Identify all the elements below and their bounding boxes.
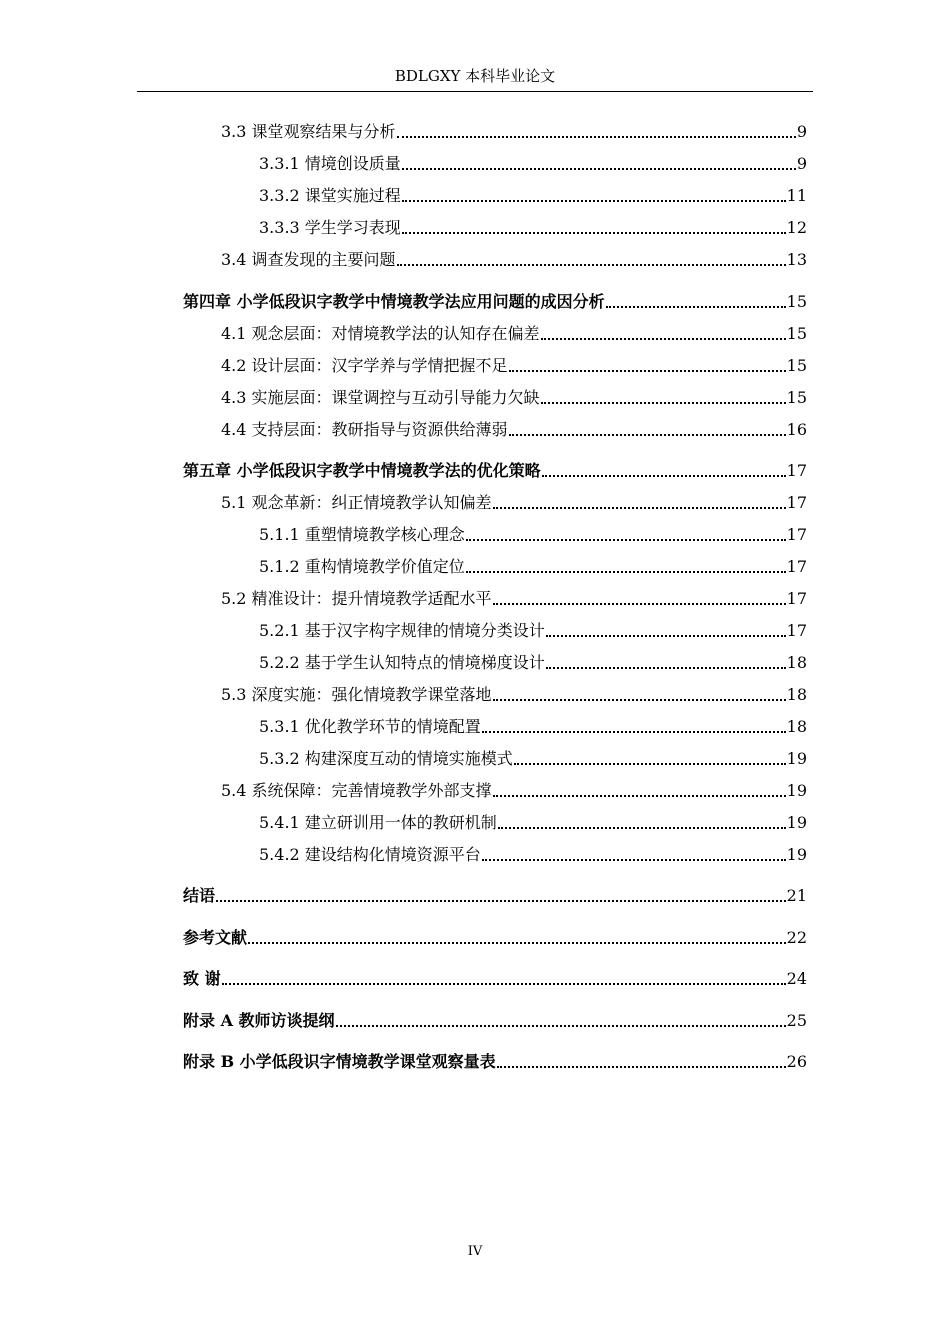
- toc-entry-page: 17: [786, 589, 807, 608]
- dot-leader: [493, 507, 786, 509]
- toc-entry-page: 17: [786, 557, 807, 576]
- toc-entry[interactable]: [221, 682, 807, 706]
- toc-entry-label: 5.3 深度实施：强化情境教学课堂落地: [221, 685, 492, 704]
- toc-chapter-entry[interactable]: [183, 289, 807, 313]
- toc-entry[interactable]: [259, 842, 807, 866]
- dot-leader: [493, 795, 786, 797]
- dot-leader: [542, 475, 786, 477]
- dot-leader: [402, 232, 786, 234]
- toc-entry-page: 9: [796, 122, 807, 141]
- toc-entry-page: 26: [786, 1052, 807, 1071]
- toc-entry[interactable]: [221, 247, 807, 271]
- toc-entry-label: 3.3.1 情境创设质量: [259, 154, 401, 173]
- dot-leader: [216, 900, 786, 902]
- toc-entry-label: 第五章 小学低段识字教学中情境教学法的优化策略: [183, 461, 541, 480]
- toc-entry-page: 18: [786, 717, 807, 736]
- toc-entry[interactable]: [221, 417, 807, 441]
- toc-entry[interactable]: [259, 522, 807, 546]
- dot-leader: [498, 827, 786, 829]
- toc-entry-page: 25: [786, 1011, 807, 1030]
- toc-entry[interactable]: [221, 490, 807, 514]
- toc-entry-label: 5.4 系统保障：完善情境教学外部支撑: [221, 781, 492, 800]
- toc-entry[interactable]: [259, 650, 807, 674]
- dot-leader: [509, 434, 786, 436]
- toc-entry-page: 19: [786, 781, 807, 800]
- dot-leader: [606, 306, 786, 308]
- toc-entry-label: 5.2.2 基于学生认知特点的情境梯度设计: [259, 653, 545, 672]
- toc-entry-label: 附录 A 教师访谈提纲: [183, 1011, 335, 1030]
- toc-entry-label: 第四章 小学低段识字教学中情境教学法应用问题的成因分析: [183, 292, 605, 311]
- toc-entry-page: 15: [786, 356, 807, 375]
- toc-entry-page: 16: [786, 420, 807, 439]
- toc-entry[interactable]: [221, 778, 807, 802]
- toc-entry-page: 15: [786, 324, 807, 343]
- toc-entry[interactable]: [221, 353, 807, 377]
- toc-chapter-entry[interactable]: [183, 966, 807, 990]
- toc-entry-label: 附录 B 小学低段识字情境教学课堂观察量表: [183, 1052, 496, 1071]
- toc-entry-page: 18: [786, 685, 807, 704]
- toc-entry-page: 17: [786, 621, 807, 640]
- dot-leader: [397, 136, 796, 138]
- dot-leader: [493, 699, 786, 701]
- toc-entry-label: 3.3.2 课堂实施过程: [259, 186, 401, 205]
- toc-chapter-entry[interactable]: [183, 1049, 807, 1073]
- toc-entry-page: 11: [786, 186, 807, 205]
- toc-entry-label: 5.3.2 构建深度互动的情境实施模式: [259, 749, 513, 768]
- toc-entry[interactable]: [259, 618, 807, 642]
- toc-entry-page: 19: [786, 845, 807, 864]
- toc-entry-label: 5.1 观念革新：纠正情境教学认知偏差: [221, 493, 492, 512]
- toc-entry-page: 22: [786, 928, 807, 947]
- toc-entry-label: 4.4 支持层面：教研指导与资源供给薄弱: [221, 420, 508, 439]
- dot-leader: [509, 370, 786, 372]
- toc-entry-label: 致 谢: [183, 969, 221, 988]
- toc-chapter-entry[interactable]: [183, 458, 807, 482]
- toc-entry-page: 9: [796, 154, 807, 173]
- toc-entry[interactable]: [221, 586, 807, 610]
- toc-entry-label: 结语: [183, 886, 216, 905]
- toc-entry[interactable]: [259, 151, 807, 175]
- toc-entry-label: 4.3 实施层面：课堂调控与互动引导能力欠缺: [221, 388, 540, 407]
- toc-entry-page: 17: [786, 525, 807, 544]
- toc-entry-page: 19: [786, 749, 807, 768]
- dot-leader: [546, 667, 786, 669]
- toc-entry-label: 4.1 观念层面：对情境教学法的认知存在偏差: [221, 324, 540, 343]
- toc-entry-label: 5.4.1 建立研训用一体的教研机制: [259, 813, 497, 832]
- dot-leader: [541, 338, 786, 340]
- toc-entry-page: 24: [786, 969, 807, 988]
- toc-entry-page: 17: [786, 493, 807, 512]
- toc-entry[interactable]: [221, 119, 807, 143]
- dot-leader: [397, 264, 786, 266]
- toc-entry-label: 5.2 精准设计：提升情境教学适配水平: [221, 589, 492, 608]
- dot-leader: [248, 942, 786, 944]
- dot-leader: [493, 603, 786, 605]
- dot-leader: [466, 571, 786, 573]
- dot-leader: [546, 635, 786, 637]
- toc-entry-label: 5.1.2 重构情境教学价值定位: [259, 557, 465, 576]
- toc-entry[interactable]: [259, 746, 807, 770]
- toc-entry[interactable]: [259, 554, 807, 578]
- toc-entry-page: 15: [786, 292, 807, 311]
- toc-entry[interactable]: [259, 810, 807, 834]
- dot-leader: [482, 859, 786, 861]
- toc-entry-page: 15: [786, 388, 807, 407]
- dot-leader: [402, 200, 786, 202]
- dot-leader: [541, 402, 786, 404]
- dot-leader: [336, 1025, 786, 1027]
- toc-entry-page: 18: [786, 653, 807, 672]
- toc-entry-label: 3.4 调查发现的主要问题: [221, 250, 396, 269]
- toc-entry[interactable]: [221, 321, 807, 345]
- toc-entry-label: 3.3.3 学生学习表现: [259, 218, 401, 237]
- toc-entry-label: 5.4.2 建设结构化情境资源平台: [259, 845, 481, 864]
- dot-leader: [402, 168, 796, 170]
- toc-entry[interactable]: [259, 714, 807, 738]
- toc-entry-label: 5.3.1 优化教学环节的情境配置: [259, 717, 481, 736]
- toc-entry[interactable]: [259, 215, 807, 239]
- page-number: IV: [467, 1244, 483, 1259]
- dot-leader: [482, 731, 786, 733]
- toc-entry-label: 参考文献: [183, 928, 248, 947]
- toc-entry-page: 12: [786, 218, 807, 237]
- dot-leader: [514, 763, 786, 765]
- toc-entry[interactable]: [259, 183, 807, 207]
- dot-leader: [222, 983, 786, 985]
- page-header: BDLGXY 本科毕业论文: [394, 67, 556, 85]
- dot-leader: [466, 539, 786, 541]
- toc-entry-label: 5.1.1 重塑情境教学核心理念: [259, 525, 465, 544]
- dot-leader: [497, 1066, 786, 1068]
- toc-entry[interactable]: [221, 385, 807, 409]
- toc-entry-page: 17: [786, 461, 807, 480]
- toc-entry-label: 4.2 设计层面：汉字学养与学情把握不足: [221, 356, 508, 375]
- toc-entry-page: 13: [786, 250, 807, 269]
- toc-entry-page: 21: [786, 886, 807, 905]
- toc-entry-label: 3.3 课堂观察结果与分析: [221, 122, 396, 141]
- toc-chapter-entry[interactable]: [183, 925, 807, 949]
- toc-entry-page: 19: [786, 813, 807, 832]
- toc-chapter-entry[interactable]: [183, 1008, 807, 1032]
- toc-entry-label: 5.2.1 基于汉字构字规律的情境分类设计: [259, 621, 545, 640]
- toc-chapter-entry[interactable]: [183, 883, 807, 907]
